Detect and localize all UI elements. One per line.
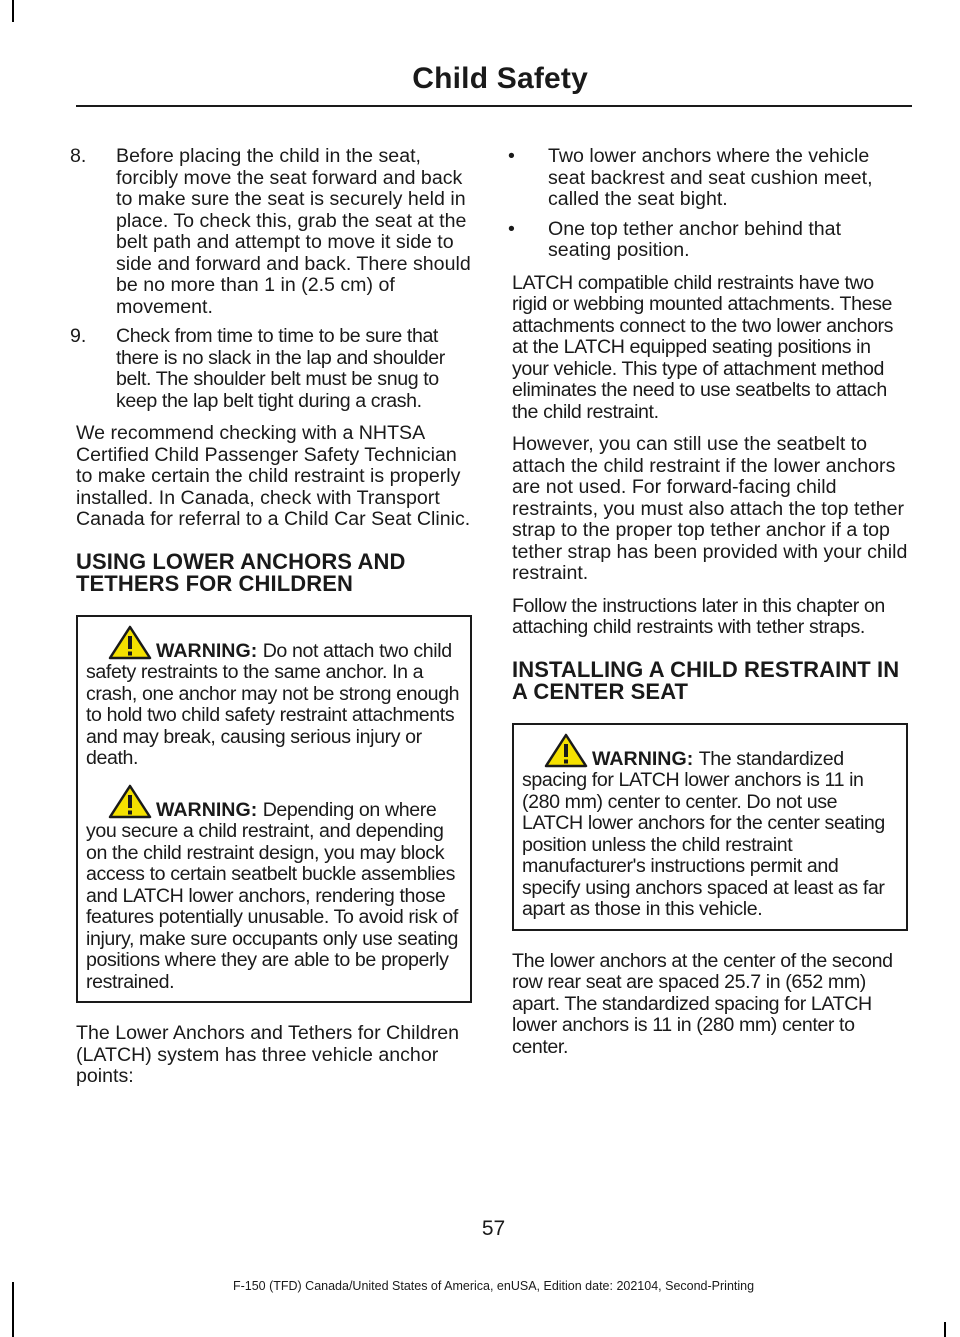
step-item bbox=[70, 145, 472, 318]
bullet-text: Two lower anchors where the vehicle seat backrest and seat cushion meet, called the seat bight. bbox=[548, 145, 873, 210]
latch-intro-paragraph: The Lower Anchors and Tethers for Children (LATCH) system has three vehicle anchor points: bbox=[76, 1022, 460, 1087]
step-number: 8. bbox=[70, 145, 87, 167]
step-item bbox=[70, 325, 472, 412]
bullet-text: One top tether anchor behind that seating position. bbox=[548, 217, 842, 261]
steps-list bbox=[70, 145, 472, 412]
page-number: 57 bbox=[481, 1217, 506, 1240]
step-text: Before placing the child in the seat, forcibly move the seat forward and back to make sure the seat is securely held in place. To check this, grab the seat at the belt path and attempt to move it side to side and forward and back. There should be no more than 1 in (2.5 cm) of movement. bbox=[116, 145, 471, 318]
warning-label: WARNING: bbox=[592, 747, 694, 770]
left-column bbox=[70, 145, 472, 1099]
warning-text: Do not attach two child safety restraints to the same anchor. In a crash, one anchor may not be strong enough to hold two child safety restraint attachments and may break, causing serious injury or death. bbox=[86, 639, 460, 769]
warning-box bbox=[512, 723, 908, 931]
bullet-item bbox=[508, 145, 908, 211]
section-heading-latch: USING LOWER ANCHORS AND TETHERS FOR CHILDREN bbox=[76, 548, 406, 596]
section-heading-center-seat: INSTALLING A CHILD RESTRAINT IN A CENTER SEAT bbox=[512, 656, 900, 704]
warning-item bbox=[86, 625, 462, 770]
seatbelt-paragraph: However, you can still use the seatbelt to attach the child restraint if the lower anchors are not used. For forward-facing child restraints, you must also attach the top tether strap to the proper top tether anchor if a top tether strap has been provided with your child restraint. bbox=[512, 433, 908, 584]
warning-item bbox=[86, 784, 462, 994]
warning-triangle-icon bbox=[108, 625, 152, 661]
warning-triangle-icon bbox=[544, 733, 588, 769]
bullet-item bbox=[508, 217, 908, 262]
warning-item bbox=[522, 733, 898, 921]
footer-text: F-150 (TFD) Canada/United States of America, enUSA, Edition date: 202104, Second-Printing bbox=[232, 1279, 755, 1293]
crop-mark-bottom-right bbox=[944, 1322, 946, 1337]
bullet-marker: • bbox=[508, 145, 515, 167]
warning-text: The standardized spacing for LATCH lower anchors is 11 in (280 mm) center to center. Do not use LATCH lower anchors for the center seating position unless the child restraint manufacturer's instructions permit and specify using anchors spaced at least as far apart as those in this vehicle. bbox=[522, 747, 885, 920]
crop-mark-top-left bbox=[12, 0, 14, 22]
header-rule bbox=[76, 105, 912, 107]
warning-label: WARNING: bbox=[156, 798, 258, 821]
warning-label: WARNING: bbox=[156, 639, 258, 662]
warning-triangle-icon bbox=[108, 784, 152, 820]
step-text: Check from time to time to be sure that there is no slack in the lap and shoulder belt. The shoulder belt must be snug to keep the lap belt tight during a crash. bbox=[116, 325, 445, 412]
warning-box bbox=[76, 615, 472, 1004]
bullet-marker: • bbox=[508, 217, 515, 240]
anchor-spacing-paragraph: The lower anchors at the center of the second row rear seat are spaced 25.7 in (652 mm) apart. The standardized spacing for LATCH lower anchors is 11 in (280 mm) center to center. bbox=[512, 949, 893, 1058]
step-number: 9. bbox=[70, 325, 87, 347]
nhtsa-paragraph: We recommend checking with a NHTSA Certified Child Passenger Safety Technician to make certain the child restraint is properly installed. In Canada, check with Transport Canada for referral to a Child Car Seat Clinic. bbox=[76, 422, 471, 530]
warning-text: Depending on where you secure a child restraint, and depending on the child restraint design, you may block access to certain seatbelt buckle assemblies and LATCH lower anchors, rendering those features potentially unusable. To avoid risk of injury, make sure occupants only use seating positions where they are able to be properly restrained. bbox=[86, 798, 458, 993]
latch-compatible-paragraph: LATCH compatible child restraints have two rigid or webbing mounted attachments. These attachments connect to the two lower anchors at the LATCH equipped seating positions in your vehicle. This type of attachment method eliminates the need to use seatbelts to attach the child restraint. bbox=[512, 271, 894, 423]
follow-instructions-paragraph: Follow the instructions later in this chapter on attaching child restraints with tether straps. bbox=[512, 594, 885, 638]
chapter-title: Child Safety bbox=[412, 62, 588, 95]
right-column bbox=[508, 145, 908, 1069]
anchor-bullets bbox=[508, 145, 908, 262]
